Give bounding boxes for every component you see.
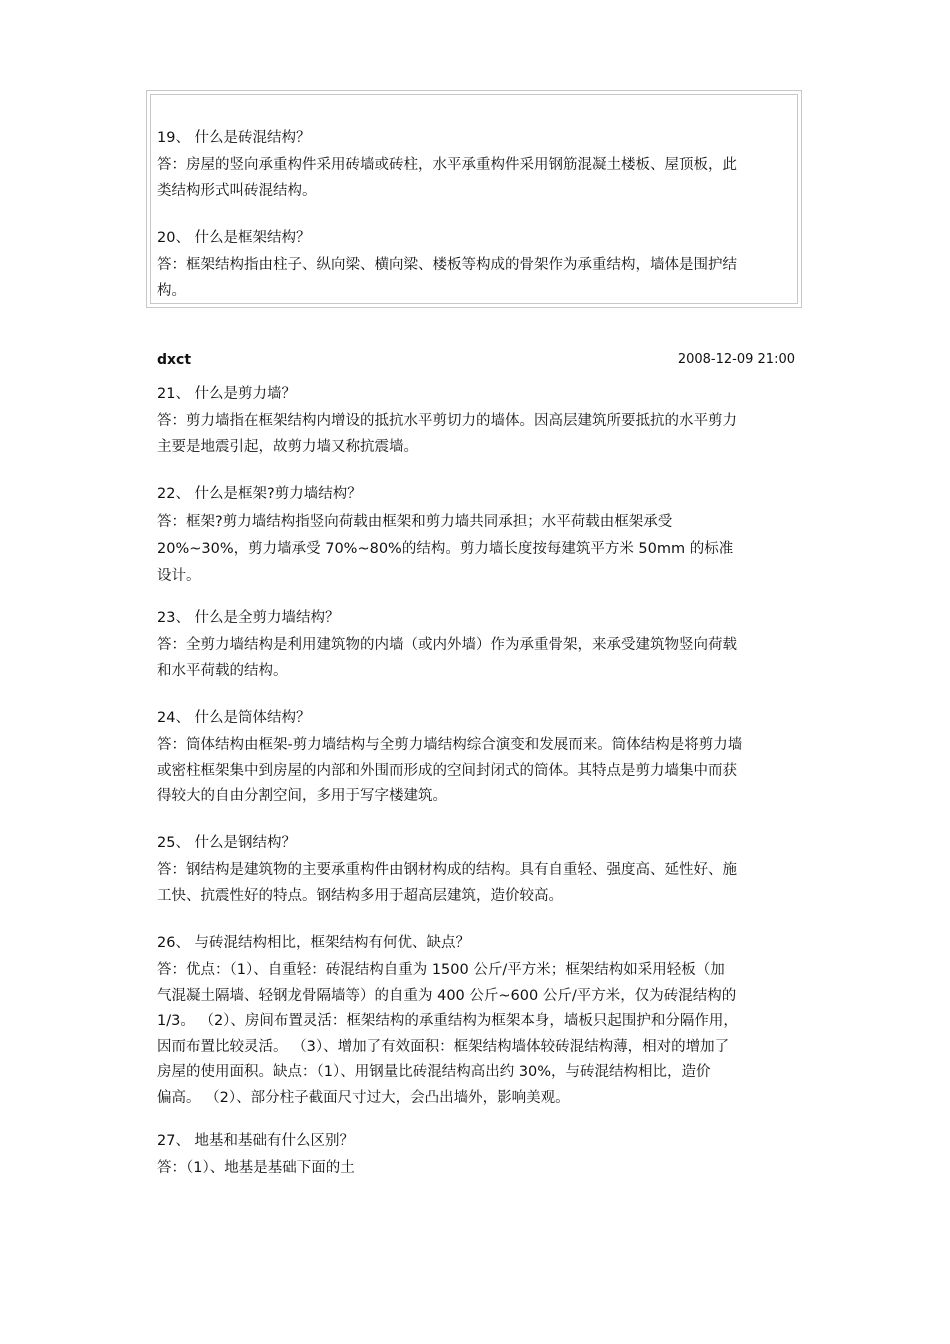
quote-qa-19 bbox=[157, 127, 797, 204]
answer-line: 1/3。 （2）、房间布置灵活：框架结构的承重结构为框架本身，墙板只起围护和分隔作用， bbox=[157, 1013, 738, 1029]
answer-line: 设计。 bbox=[157, 568, 201, 584]
post-author[interactable]: dxct bbox=[157, 352, 192, 368]
answer-20 bbox=[157, 253, 797, 304]
answer-line: 答：框架结构指由柱子、纵向梁、横向梁、楼板等构成的骨架作为承重结构，墙体是围护结 bbox=[157, 257, 737, 273]
answer-line: 答：优点：（1）、自重轻：砖混结构自重为 1500 公斤/平方米；框架结构如采用轻板（加 bbox=[157, 962, 725, 978]
qa-24 bbox=[157, 707, 797, 810]
question-21: 21、 什么是剪力墙？ bbox=[157, 386, 297, 402]
post-header bbox=[157, 348, 795, 372]
answer-line: 答：框架?剪力墙结构指竖向荷载由框架和剪力墙共同承担；水平荷载由框架承受 bbox=[157, 514, 673, 530]
answer-line: 类结构形式叫砖混结构。 bbox=[157, 182, 317, 199]
answer-line: 气混凝土隔墙、轻钢龙骨隔墙等）的自重为 400 公斤~600 公斤/平方米，仅为砖混结构的 bbox=[157, 987, 737, 1004]
answer-25 bbox=[157, 858, 797, 909]
question-23: 23、 什么是全剪力墙结构？ bbox=[157, 610, 340, 626]
answer-line: 答：剪力墙指在框架结构内增设的抵抗水平剪切力的墙体。因高层建筑所要抵抗的水平剪力 bbox=[157, 413, 737, 429]
answer-line: 答：钢结构是建筑物的主要承重构件由钢材构成的结构。具有自重轻、强度高、延性好、施 bbox=[157, 862, 737, 878]
answer-23 bbox=[157, 633, 797, 684]
qa-23 bbox=[157, 607, 797, 684]
question-24: 24、 什么是筒体结构？ bbox=[157, 710, 311, 726]
answer-line: 房屋的使用面积。缺点：（1）、用钢量比砖混结构高出约 30%，与砖混结构相比，造价 bbox=[157, 1064, 711, 1080]
answer-line: 答：筒体结构由框架-剪力墙结构与全剪力墙结构综合演变和发展而来。筒体结构是将剪力墙 bbox=[157, 737, 743, 753]
answer-27 bbox=[157, 1156, 797, 1182]
answer-22 bbox=[157, 509, 797, 590]
question-19: 19、 什么是砖混结构？ bbox=[157, 130, 311, 146]
question-27: 27、 地基和基础有什么区别？ bbox=[157, 1133, 355, 1149]
qa-21 bbox=[157, 383, 797, 460]
quote-qa-20 bbox=[157, 227, 797, 304]
answer-line: 和水平荷载的结构。 bbox=[157, 662, 288, 679]
answer-line: 或密柱框架集中到房屋的内部和外围而形成的空间封闭式的筒体。其特点是剪力墙集中而获 bbox=[157, 762, 737, 779]
answer-line: 偏高。 （2）、部分柱子截面尺寸过大，会凸出墙外，影响美观。 bbox=[157, 1089, 570, 1106]
answer-26 bbox=[157, 958, 797, 1111]
question-20: 20、 什么是框架结构？ bbox=[157, 230, 311, 246]
question-22: 22、 什么是框架?剪力墙结构？ bbox=[157, 486, 362, 502]
answer-21 bbox=[157, 409, 797, 460]
qa-22 bbox=[157, 483, 797, 590]
answer-19 bbox=[157, 153, 797, 204]
post-date: 2008-12-09 21:00 bbox=[677, 352, 795, 367]
answer-24 bbox=[157, 733, 797, 810]
answer-line: 因而布置比较灵活。 （3）、增加了有效面积：框架结构墙体较砖混结构薄，相对的增加了 bbox=[157, 1038, 730, 1055]
answer-line: 20%~30%，剪力墙承受 70%~80%的结构。剪力墙长度按每建筑平方米 50mm 的标准 bbox=[157, 541, 734, 557]
qa-25 bbox=[157, 832, 797, 909]
qa-26 bbox=[157, 932, 797, 1111]
answer-line: 构。 bbox=[157, 282, 186, 299]
answer-line: 得较大的自由分割空间，多用于写字楼建筑。 bbox=[157, 788, 447, 804]
answer-line: 主要是地震引起，故剪力墙又称抗震墙。 bbox=[157, 438, 418, 455]
answer-line: 工快、抗震性好的特点。钢结构多用于超高层建筑，造价较高。 bbox=[157, 887, 563, 904]
answer-line: 答：房屋的竖向承重构件采用砖墙或砖柱，水平承重构件采用钢筋混凝土楼板、屋顶板，此 bbox=[157, 157, 737, 173]
question-26: 26、 与砖混结构相比，框架结构有何优、缺点？ bbox=[157, 935, 471, 951]
answer-line: 答：全剪力墙结构是利用建筑物的内墙（或内外墙）作为承重骨架，来承受建筑物竖向荷载 bbox=[157, 637, 737, 653]
qa-27 bbox=[157, 1130, 797, 1182]
answer-line: 答：（1）、地基是基础下面的土 bbox=[157, 1160, 355, 1176]
question-25: 25、 什么是钢结构？ bbox=[157, 835, 297, 851]
